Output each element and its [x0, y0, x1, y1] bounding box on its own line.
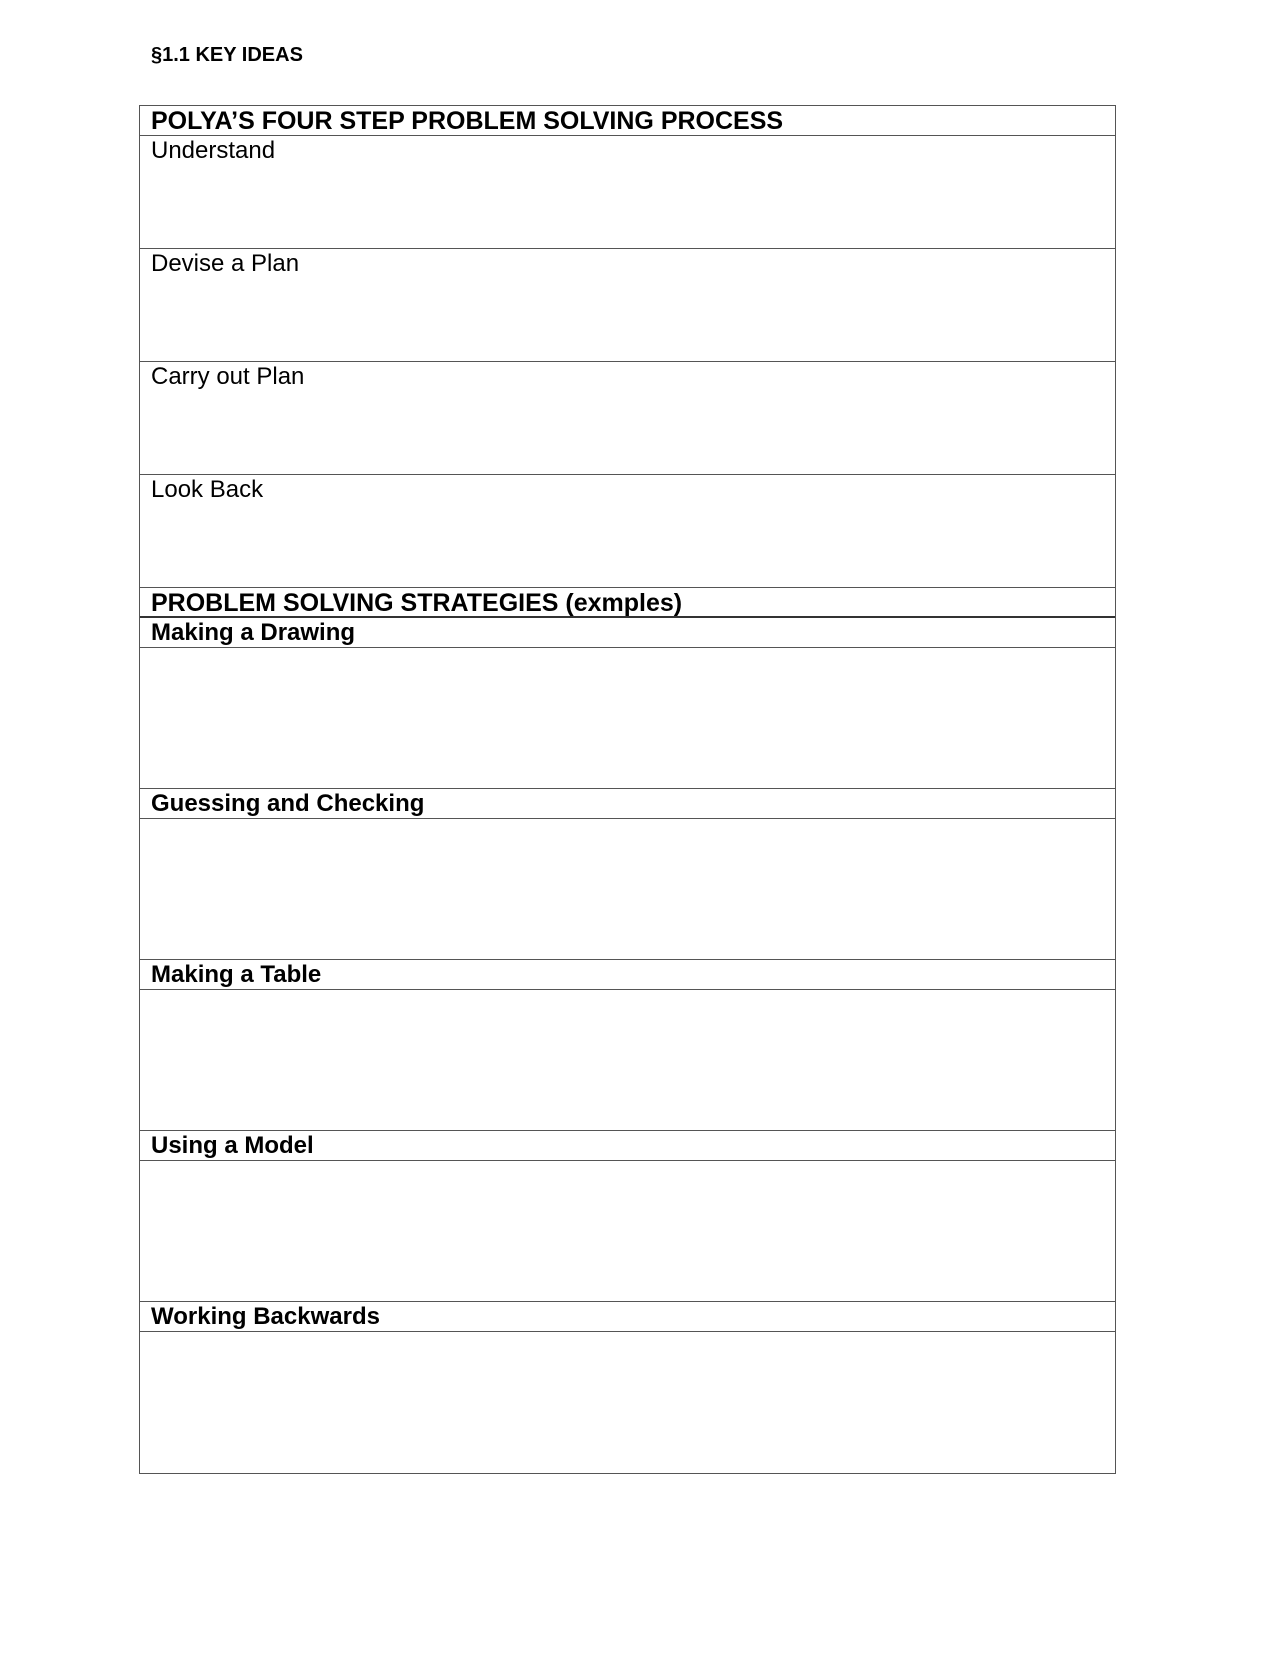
step-look-back[interactable]: Look Back	[140, 475, 1115, 588]
strategy-label-working-backwards: Working Backwards	[140, 1302, 1115, 1332]
page-heading: §1.1 KEY IDEAS	[151, 44, 303, 66]
strategy-answer-making-a-table[interactable]	[140, 990, 1115, 1131]
key-ideas-table	[139, 105, 1116, 1474]
step-understand[interactable]: Understand	[140, 136, 1115, 249]
step-devise-a-plan[interactable]: Devise a Plan	[140, 249, 1115, 362]
strategy-label-making-a-drawing: Making a Drawing	[140, 618, 1115, 648]
strategy-label-making-a-table: Making a Table	[140, 960, 1115, 990]
strategy-answer-making-a-drawing[interactable]	[140, 648, 1115, 789]
strategy-answer-working-backwards[interactable]	[140, 1332, 1115, 1473]
strategy-answer-guessing-and-checking[interactable]	[140, 819, 1115, 960]
polya-process-title: POLYA’S FOUR STEP PROBLEM SOLVING PROCESS	[140, 106, 1115, 136]
strategy-label-using-a-model: Using a Model	[140, 1131, 1115, 1161]
strategy-label-guessing-and-checking: Guessing and Checking	[140, 789, 1115, 819]
strategy-answer-using-a-model[interactable]	[140, 1161, 1115, 1302]
strategies-title: PROBLEM SOLVING STRATEGIES (exmples)	[140, 588, 1115, 618]
step-carry-out-plan[interactable]: Carry out Plan	[140, 362, 1115, 475]
